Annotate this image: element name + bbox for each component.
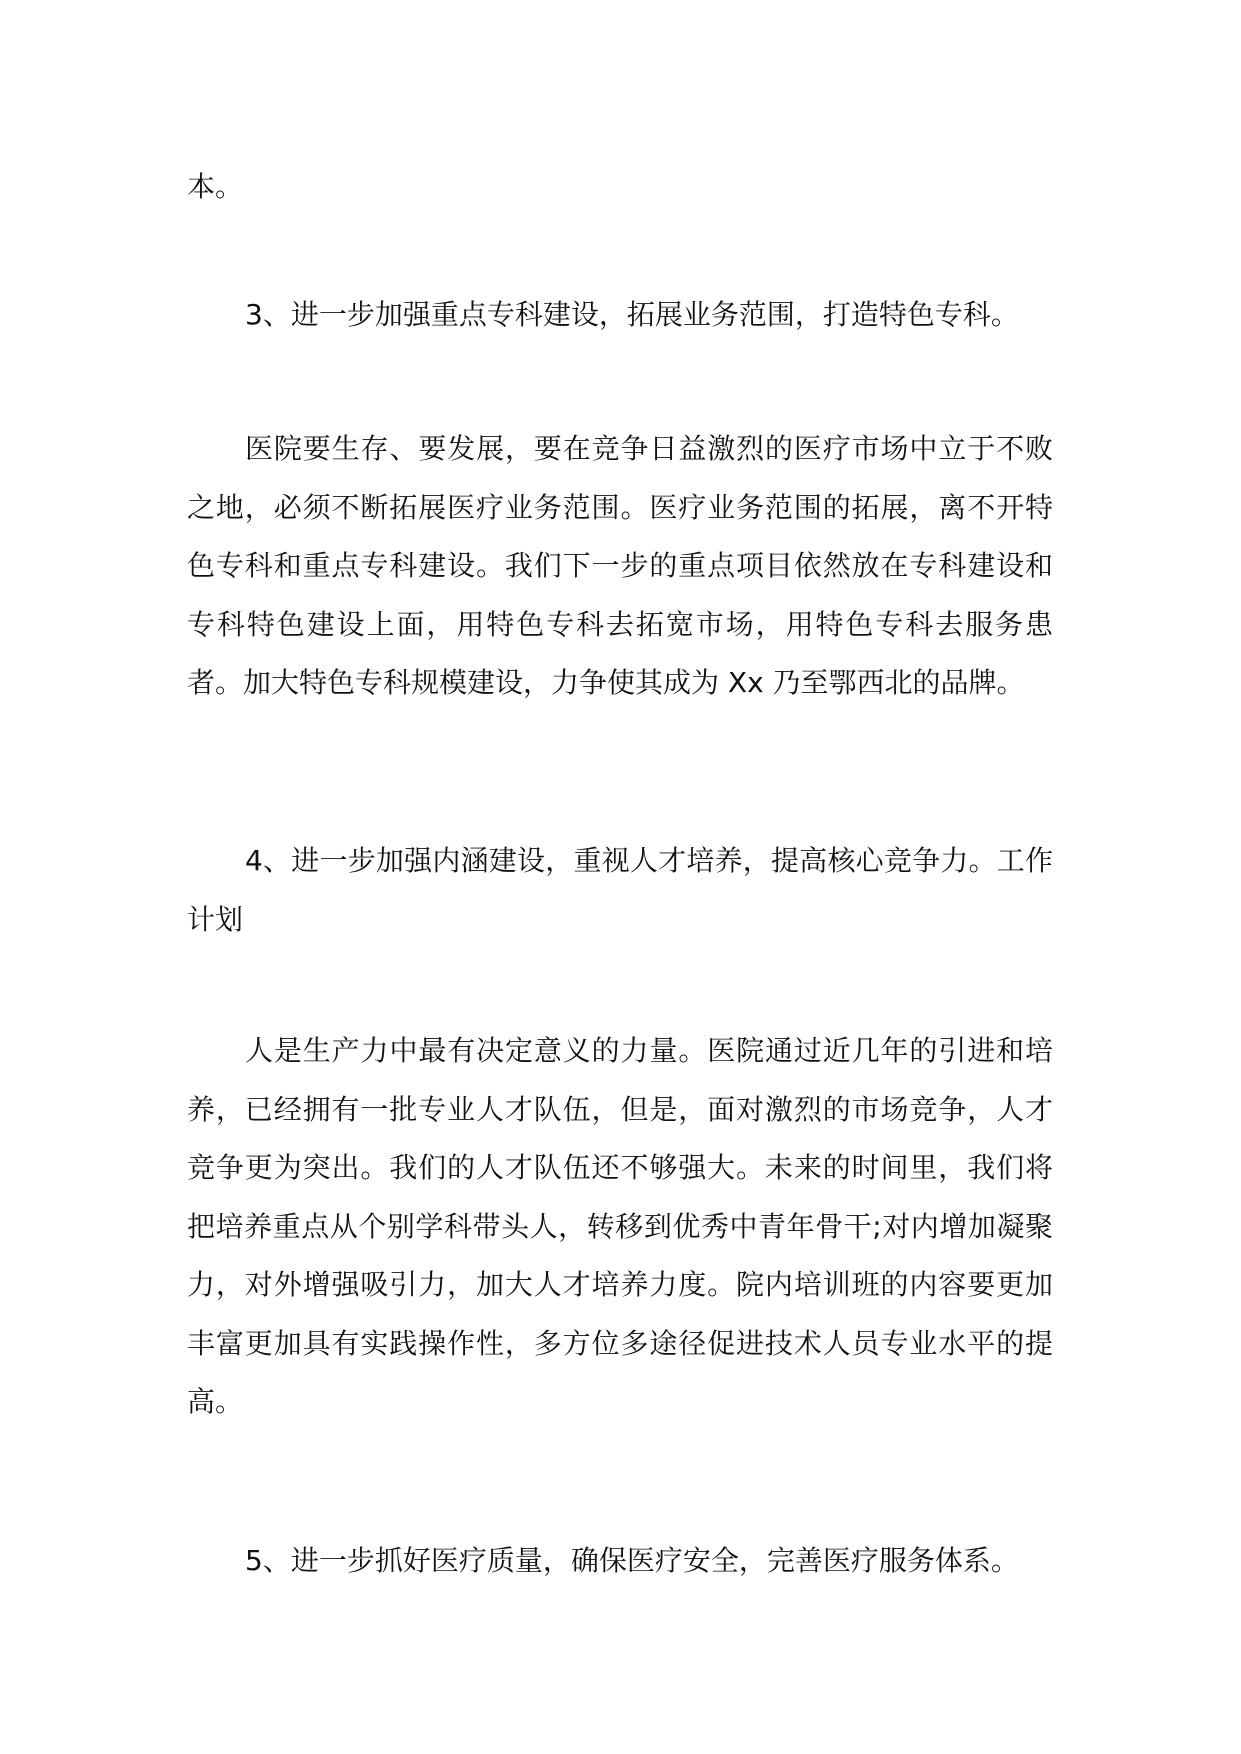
section-heading-3: 3、进一步加强重点专科建设，拓展业务范围，打造特色专科。 — [245, 298, 1019, 331]
section-heading-5: 5、进一步抓好医疗质量，确保医疗安全，完善医疗服务体系。 — [245, 1544, 1019, 1577]
paragraph-continuation: 本。 — [187, 170, 244, 203]
paragraph-talent: 人是生产力中最有决定意义的力量。医院通过近几年的引进和培养，已经拥有一批专业人才队伍，但是，面对激烈的市场竞争，人才竞争更为突出。我们的人才队伍还不够强大。未来的时间里，我们将把培养重点从个别学科带头人，转移到优秀中青年骨干;对内增加凝聚力，对外增强吸引力，加大人才培养力度。院内培训班的内容要更加丰富更加具有实践操作性，多方位多途径促进技术人员专业水平的提高。 — [187, 1034, 1053, 1418]
paragraph-specialty: 医院要生存、要发展，要在竞争日益激烈的医疗市场中立于不败之地，必须不断拓展医疗业务范围。医疗业务范围的拓展，离不开特色专科和重点专科建设。我们下一步的重点项目依然放在专科建设和专科特色建设上面，用特色专科去拓宽市场，用特色专科去服务患者。加大特色专科规模建设，力争使其成为 Xx 乃至鄂西北的品牌。 — [187, 432, 1053, 699]
section-heading-4: 4、进一步加强内涵建设，重视人才培养，提高核心竞争力。工作计划 — [187, 844, 1053, 936]
